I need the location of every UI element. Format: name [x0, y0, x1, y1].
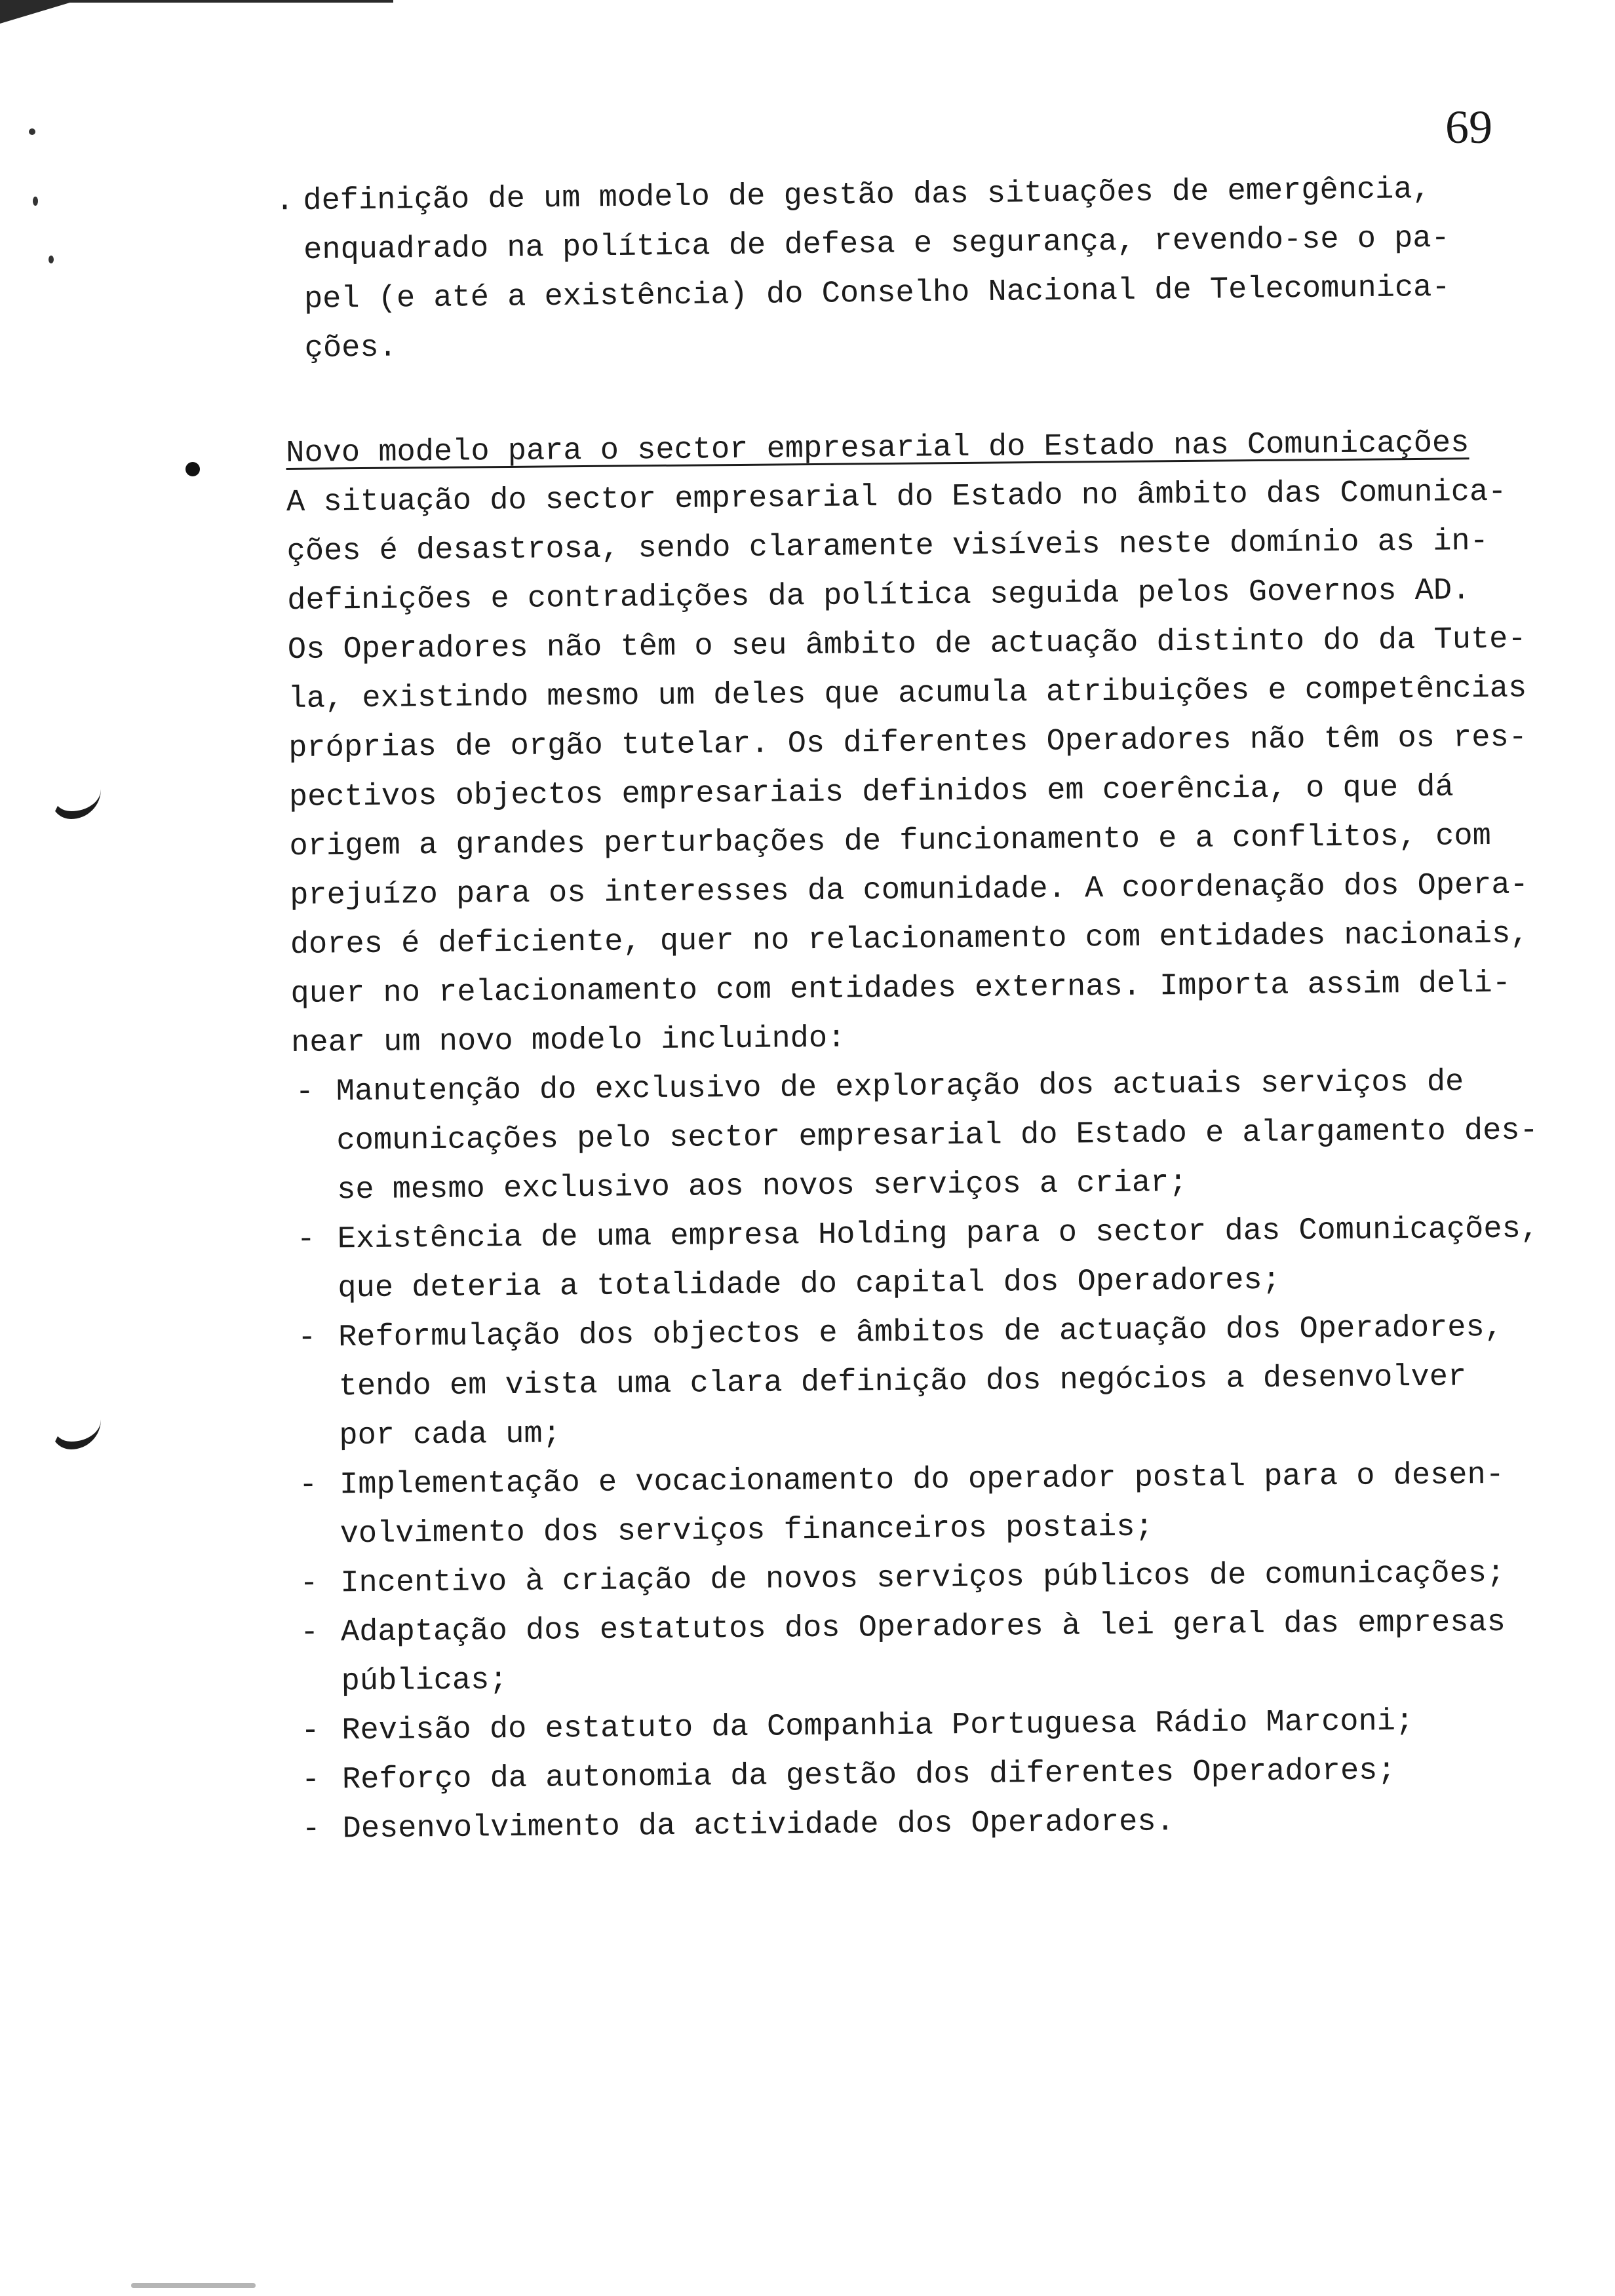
text-line: dores é deficiente, quer no relacionamento com entidades nacionais,: [290, 917, 1529, 963]
scan-edge-mark: [0, 0, 79, 24]
dash-marker: -: [296, 1222, 316, 1257]
list-item: [292, 1056, 1610, 1215]
text-line: Manutenção do exclusivo de exploração dos actuais serviços de: [336, 1065, 1464, 1110]
text-line: definições e contradições da política seguida pelos Governos AD.: [287, 573, 1471, 619]
text-line: definição de um modelo de gestão das situações de emergência,: [303, 172, 1431, 219]
list-item: [292, 1204, 1610, 1314]
scan-edge-line: [0, 0, 393, 3]
section: [286, 417, 1615, 1854]
text-line: Os Operadores não têm o seu âmbito de actuação distinto do da Tute-: [287, 622, 1527, 668]
text-line: Incentivo à criação de novos serviços públicos de comunicações;: [340, 1556, 1506, 1601]
text-line: volvimento dos serviços financeiros postais;: [340, 1510, 1154, 1552]
intro-list-item: [275, 163, 1603, 373]
scan-speck: [29, 128, 35, 135]
scan-smudge: [131, 2283, 256, 2288]
section-bullet-icon: [185, 462, 200, 476]
text-line: que deteria a totalidade do capital dos Operadores;: [338, 1263, 1281, 1307]
intro-item-marker: .: [275, 184, 294, 220]
text-line: enquadrado na política de defesa e segurança, revendo-se o pa-: [303, 221, 1450, 268]
text-line: se mesmo exclusivo aos novos serviços a criar;: [336, 1166, 1188, 1208]
scan-speck: [49, 256, 54, 263]
text-line: quer no relacionamento com entidades externas. Importa assim deli-: [290, 966, 1511, 1012]
text-line: públicas;: [341, 1663, 508, 1700]
dash-marker: -: [298, 1468, 318, 1503]
text-line: Adaptação dos estatutos dos Operadores à lei geral das empresas: [340, 1605, 1506, 1651]
text-line: ções é desastrosa, sendo claramente visíveis neste domínio as in-: [286, 524, 1489, 569]
text-line: Desenvolvimento da actividade dos Operadores.: [342, 1805, 1175, 1847]
text-line: origem a grandes perturbações de funcionamento e a conflitos, com: [289, 818, 1492, 864]
text-line: pectivos objectos empresariais definidos em coerência, o que dá: [288, 770, 1454, 815]
punch-hole-mark: [51, 1415, 101, 1449]
dash-marker: -: [300, 1566, 319, 1601]
section-paragraph: [286, 467, 1609, 1068]
text-line: near um novo modelo incluindo:: [290, 1021, 846, 1061]
text-line: la, existindo mesmo um deles que acumula atribuições e competências: [288, 671, 1527, 717]
dash-marker: -: [302, 1812, 321, 1847]
dash-marker: -: [301, 1763, 321, 1798]
list-item: [295, 1449, 1613, 1559]
text-line: Reformulação dos objectos e âmbitos de actuação dos Operadores,: [338, 1310, 1504, 1356]
text-line: prejuízo para os interesses da comunidade. A coordenação dos Opera-: [289, 868, 1529, 913]
scan-speck: [33, 197, 38, 206]
dash-marker: -: [300, 1615, 319, 1651]
text-line: ções.: [304, 330, 398, 366]
page-number: 69: [1445, 101, 1492, 153]
list-item: [294, 1302, 1612, 1461]
text-line: Implementação e vocacionamento do operador postal para o desen-: [339, 1457, 1505, 1503]
punch-hole-mark: [51, 785, 101, 819]
text-line: Revisão do estatuto da Companhia Portuguesa Rádio Marconi;: [341, 1704, 1414, 1749]
model-items-list: [292, 1056, 1615, 1854]
dash-marker: -: [295, 1075, 315, 1110]
dash-marker: -: [301, 1713, 320, 1749]
dash-marker: -: [297, 1320, 317, 1356]
text-line: tendo em vista uma clara definição dos negócios a desenvolver: [338, 1360, 1467, 1405]
text-line: pel (e até a existência) do Conselho Nacional de Telecomunica-: [303, 270, 1450, 317]
section-title: Novo modelo para o sector empresarial do Estado nas Comunicações: [286, 426, 1469, 471]
text-line: A situação do sector empresarial do Estado no âmbito das Comunica-: [286, 474, 1507, 520]
text-line: Reforço da autonomia da gestão dos diferentes Operadores;: [341, 1753, 1396, 1798]
list-item: [296, 1597, 1614, 1707]
text-line: comunicações pelo sector empresarial do Estado e alargamento des-: [336, 1113, 1538, 1159]
text-line: por cada um;: [339, 1417, 562, 1454]
text-line: Existência de uma empresa Holding para o sector das Comunicações,: [337, 1212, 1540, 1257]
text-line: próprias de orgão tutelar. Os diferentes Operadores não têm os res-: [288, 720, 1528, 766]
